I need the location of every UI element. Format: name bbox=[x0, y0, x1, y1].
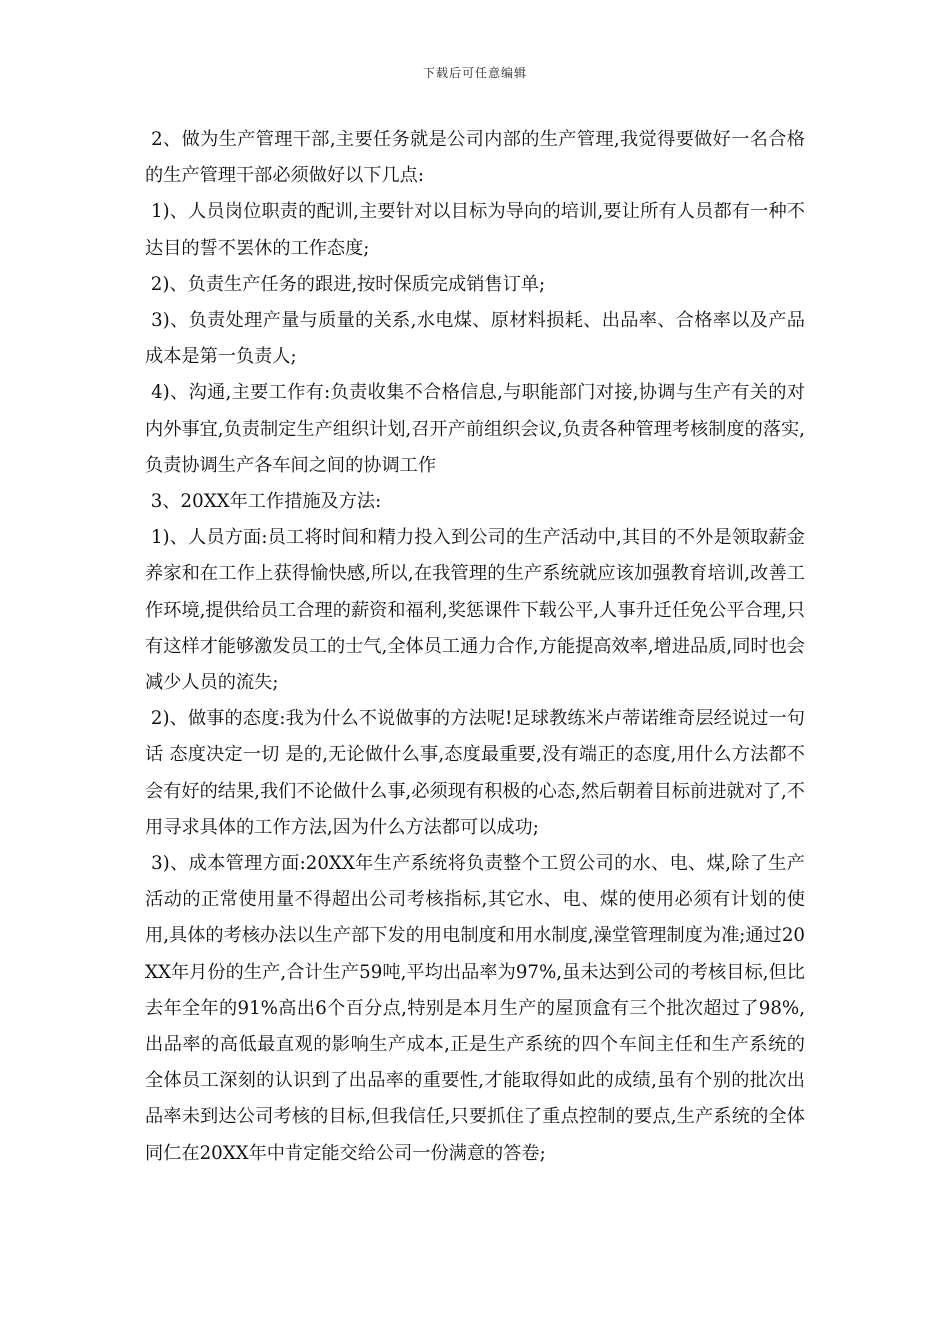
paragraph-item-4-communication: 4)、沟通,主要工作有:负责收集不合格信息,与职能部门对接,协调与生产有关的对内外事宜,负责制定生产组织计划,召开产前组织会议,负责各种管理考核制度的落实,负责协调生产各车间之间的协调工作 bbox=[145, 382, 805, 476]
paragraph-section-3: 3、20XX年工作措施及方法: bbox=[145, 491, 382, 513]
page-header-note: 下载后可任意编辑 bbox=[422, 66, 527, 80]
paragraph-item-2-follow-up: 2)、负责生产任务的跟进,按时保质完成销售订单; bbox=[145, 273, 546, 295]
paragraph-item-3-cost: 3)、成本管理方面:20XX年生产系统将负责整个工贸公司的水、电、煤,除了生产活动的正常使用量不得超出公司考核指标,其它水、电、煤的使用必须有计划的使用,具体的考核办法以生产部下发的用电制度和用水制度,澡堂管理制度为准;通过20XX年月份的生产,合计生产59吨,平均出品率为97%,虽未达到公司的考核目标,但比去年全年的91%高出6个百分点,特别是本月生产的屋顶盒有三个批次超过了98%,出品率的高低最直观的影响生产成本,正是生产系统的四个车间主任和生产系统的全体员工深刻的认识到了出品率的重要性,才能取得如此的成绩,虽有个别的批次出品率未到达公司考核的目标,但我信任,只要抓住了重点控制的要点,生产系统的全体同仁在20XX年中肯定能交给公司一份满意的答卷; bbox=[145, 853, 805, 1164]
document-body bbox=[145, 122, 805, 1172]
paragraph-item-1-training: 1)、人员岗位职责的配训,主要针对以目标为导向的培训,要让所有人员都有一种不达目的誓不罢休的工作态度; bbox=[145, 201, 805, 259]
paragraph-item-1-personnel: 1)、人员方面:员工将时间和精力投入到公司的生产活动中,其目的不外是领取薪金养家和在工作上获得愉快感,所以,在我管理的生产系统就应该加强教育培训,改善工作环境,提供给员工合理的薪资和福利,奖惩课件下载公平,人事升迁任免公平合理,只有这样才能够激发员工的士气,全体员工通力合作,方能提高效率,增进品质,同时也会减少人员的流失; bbox=[145, 527, 805, 694]
paragraph-section-2: 2、做为生产管理干部,主要任务就是公司内部的生产管理,我觉得要做好一名合格的生产管理干部必须做好以下几点: bbox=[145, 129, 805, 187]
paragraph-item-2-attitude: 2)、做事的态度:我为什么不说做事的方法呢!足球教练米卢蒂诺维奇层经说过一句话 态度决定一切 是的,无论做什么事,态度最重要,没有端正的态度,用什么方法都不会有好的结果,我们不论做什么事,必须现有积极的心态,然后朝着目标前进就对了,不用寻求具体的工作方法,因为什么方法都可以成功; bbox=[145, 708, 805, 838]
paragraph-item-3-quality: 3)、负责处理产量与质量的关系,水电煤、原材料损耗、出品率、合格率以及产品成本是第一负责人; bbox=[145, 310, 805, 368]
